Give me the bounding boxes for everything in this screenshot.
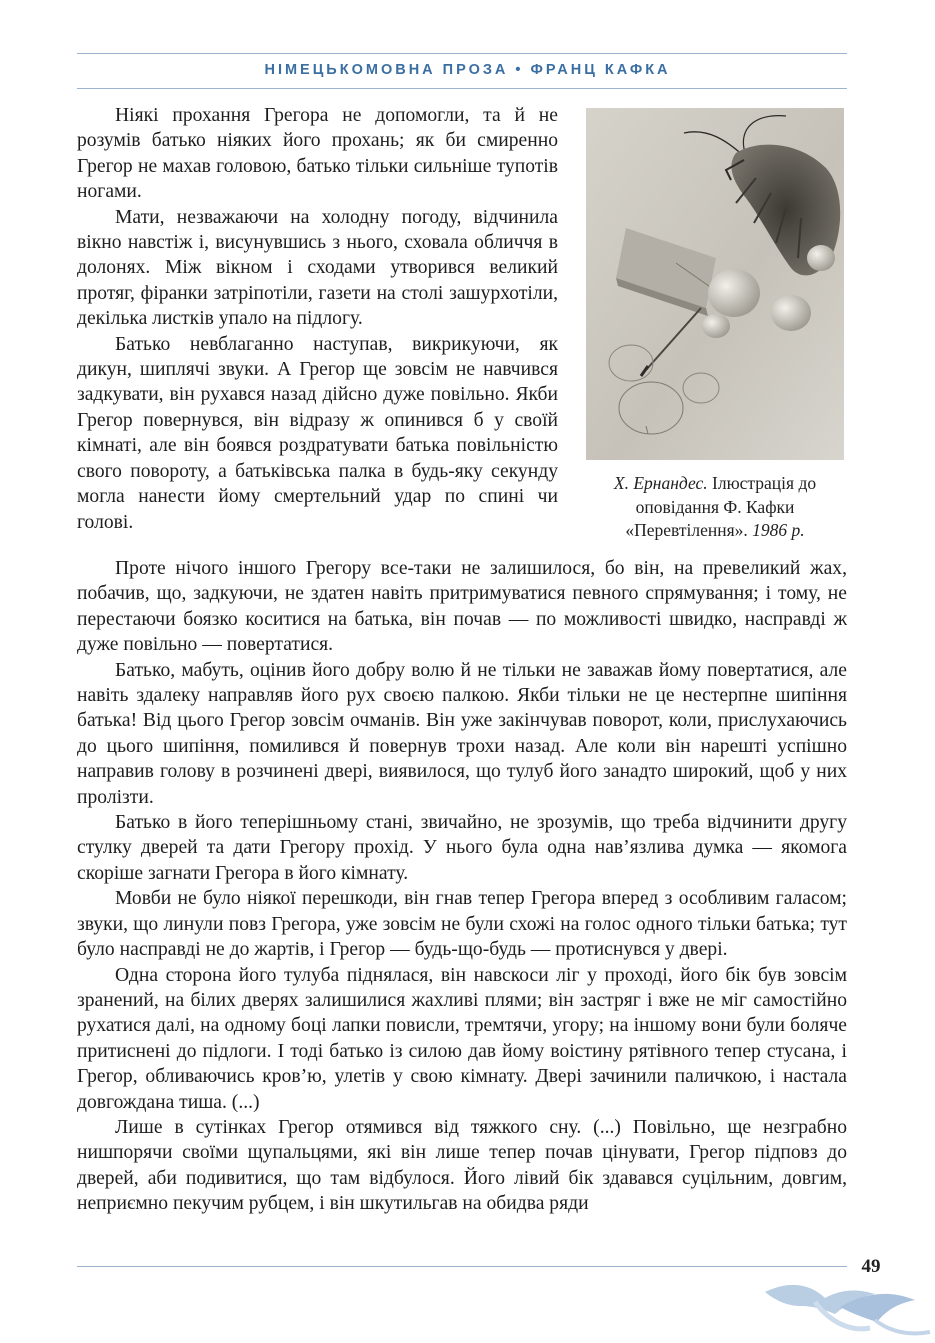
paragraph: Мати, незважаючи на холодну погоду, відчинила вікно навстіж і, висунувшись з нього, сховала обличчя в долонях. Між вікном і сходами утворився великий протяг, фіранки затріпотіли, газети на столі зашурхотіли, декілька листків упало на підлогу. (77, 206, 558, 330)
paragraph: Лише в сутінках Грегор отямився від тяжкого сну. (...) Повільно, ще незграбно нишпорячи своїми щупальцями, які він лише тепер почав цінувати, Грегор підповз до дверей, аби подивитися, що там відбулося. Його лівий бік здавався суцільним, довгим, неприємно пекучим рубцем, і він шкутильгав на обидва ряди (77, 1116, 847, 1215)
illustration (586, 108, 844, 460)
text-column-main (77, 556, 847, 1217)
text-column-top (77, 103, 558, 535)
header-rule-bottom (77, 88, 847, 89)
footer-rule (77, 1266, 847, 1267)
figure-caption (580, 472, 850, 543)
paragraph: Ніякі прохання Грегора не допомогли, та й не розумів батько ніяких його прохань; як би смиренно Грегор не махав головою, батько тільки сильніше тупотів ногами. (77, 105, 558, 203)
paragraph: Одна сторона його тулуба піднялася, він навскоси ліг у проході, його бік був зовсім зранений, на білих дверях залишилися жахливі плями; він застряг і вже не міг самостійно рухатися далі, на одному боці лапки повисли, тремтячи, угору; на іншому вони були боляче притиснені до підлоги. І тоді батько із силою дав йому воістину рятівного тепер стусана, і Грегор, обливаючись кров’ю, улетів у свою кімнату. Двері зачинили паличкою, і настала довгождана тиша. (...) (77, 964, 847, 1113)
running-head: НІМЕЦЬКОМОВНА ПРОЗА • ФРАНЦ КАФКА (264, 62, 671, 78)
paragraph: Батько невблаганно наступав, викрикуючи, як дикун, шиплячі звуки. А Грегор ще зовсім не навчився задкувати, він рухався назад дійсно дуже повільно. Якби Грегор повернувся, він відразу ж опинився б у своїй кімнаті, але він боявся роздратувати батька повільністю свого повороту, а батьківська палка в будь-яку секунду могла нанести йому смертельний удар по спині чи голові. (77, 333, 558, 533)
illustration-drawing (586, 108, 844, 460)
caption-author: Х. Ернандес. (613, 473, 708, 493)
header-rule-top (77, 53, 847, 54)
paragraph: Батько, мабуть, оцінив його добру волю й не тільки не заважав йому повертатися, але навіть здалеку направляв його рух своєю палкою. Якби тільки не це нестерпне шипіння батька! Від цього Грегор зовсім очманів. Він уже закінчував поворот, коли, прислухаючись до цього шипіння, помилився й повернув трохи назад. Але коли він нарешті успішно направив голову в розчинені двері, виявилося, що тулуб його занадто широкий, щоб у них пролізти. (77, 659, 847, 808)
page-number: 49 (861, 1256, 881, 1277)
paragraph: Проте нічого іншого Грегору все-таки не залишилося, бо він, на превеликий жах, побачив, що, задкуючи, не здатен навіть притримуватися певного спрямування; і тому, не перестаючи боязко коситися на батька, він почав — по можливості швидко, насправді ж дуже повільно — повертатися. (77, 558, 847, 656)
paragraph: Батько в його теперішньому стані, звичайно, не зрозумів, що треба відчинити другу стулку дверей та дати Грегору прохід. У нього була одна нав’язлива думка — якомога скоріше загнати Грегора в його кімнату. (77, 812, 847, 884)
caption-year: 1986 р. (752, 520, 805, 540)
paragraph: Мовби не було ніякої перешкоди, він гнав тепер Грегора вперед з особливим галасом; звуки, що линули повз Грегора, уже зовсім не були схожі на голос одного тільки батька; тут було насправді не до жартів, і Грегор — будь-що-будь — протиснувся у двері. (77, 888, 847, 961)
caption-text: Ілюстрація до оповідання Ф. Кафки «Перевтілення». (625, 473, 817, 540)
birds-decoration-icon (755, 1262, 935, 1343)
